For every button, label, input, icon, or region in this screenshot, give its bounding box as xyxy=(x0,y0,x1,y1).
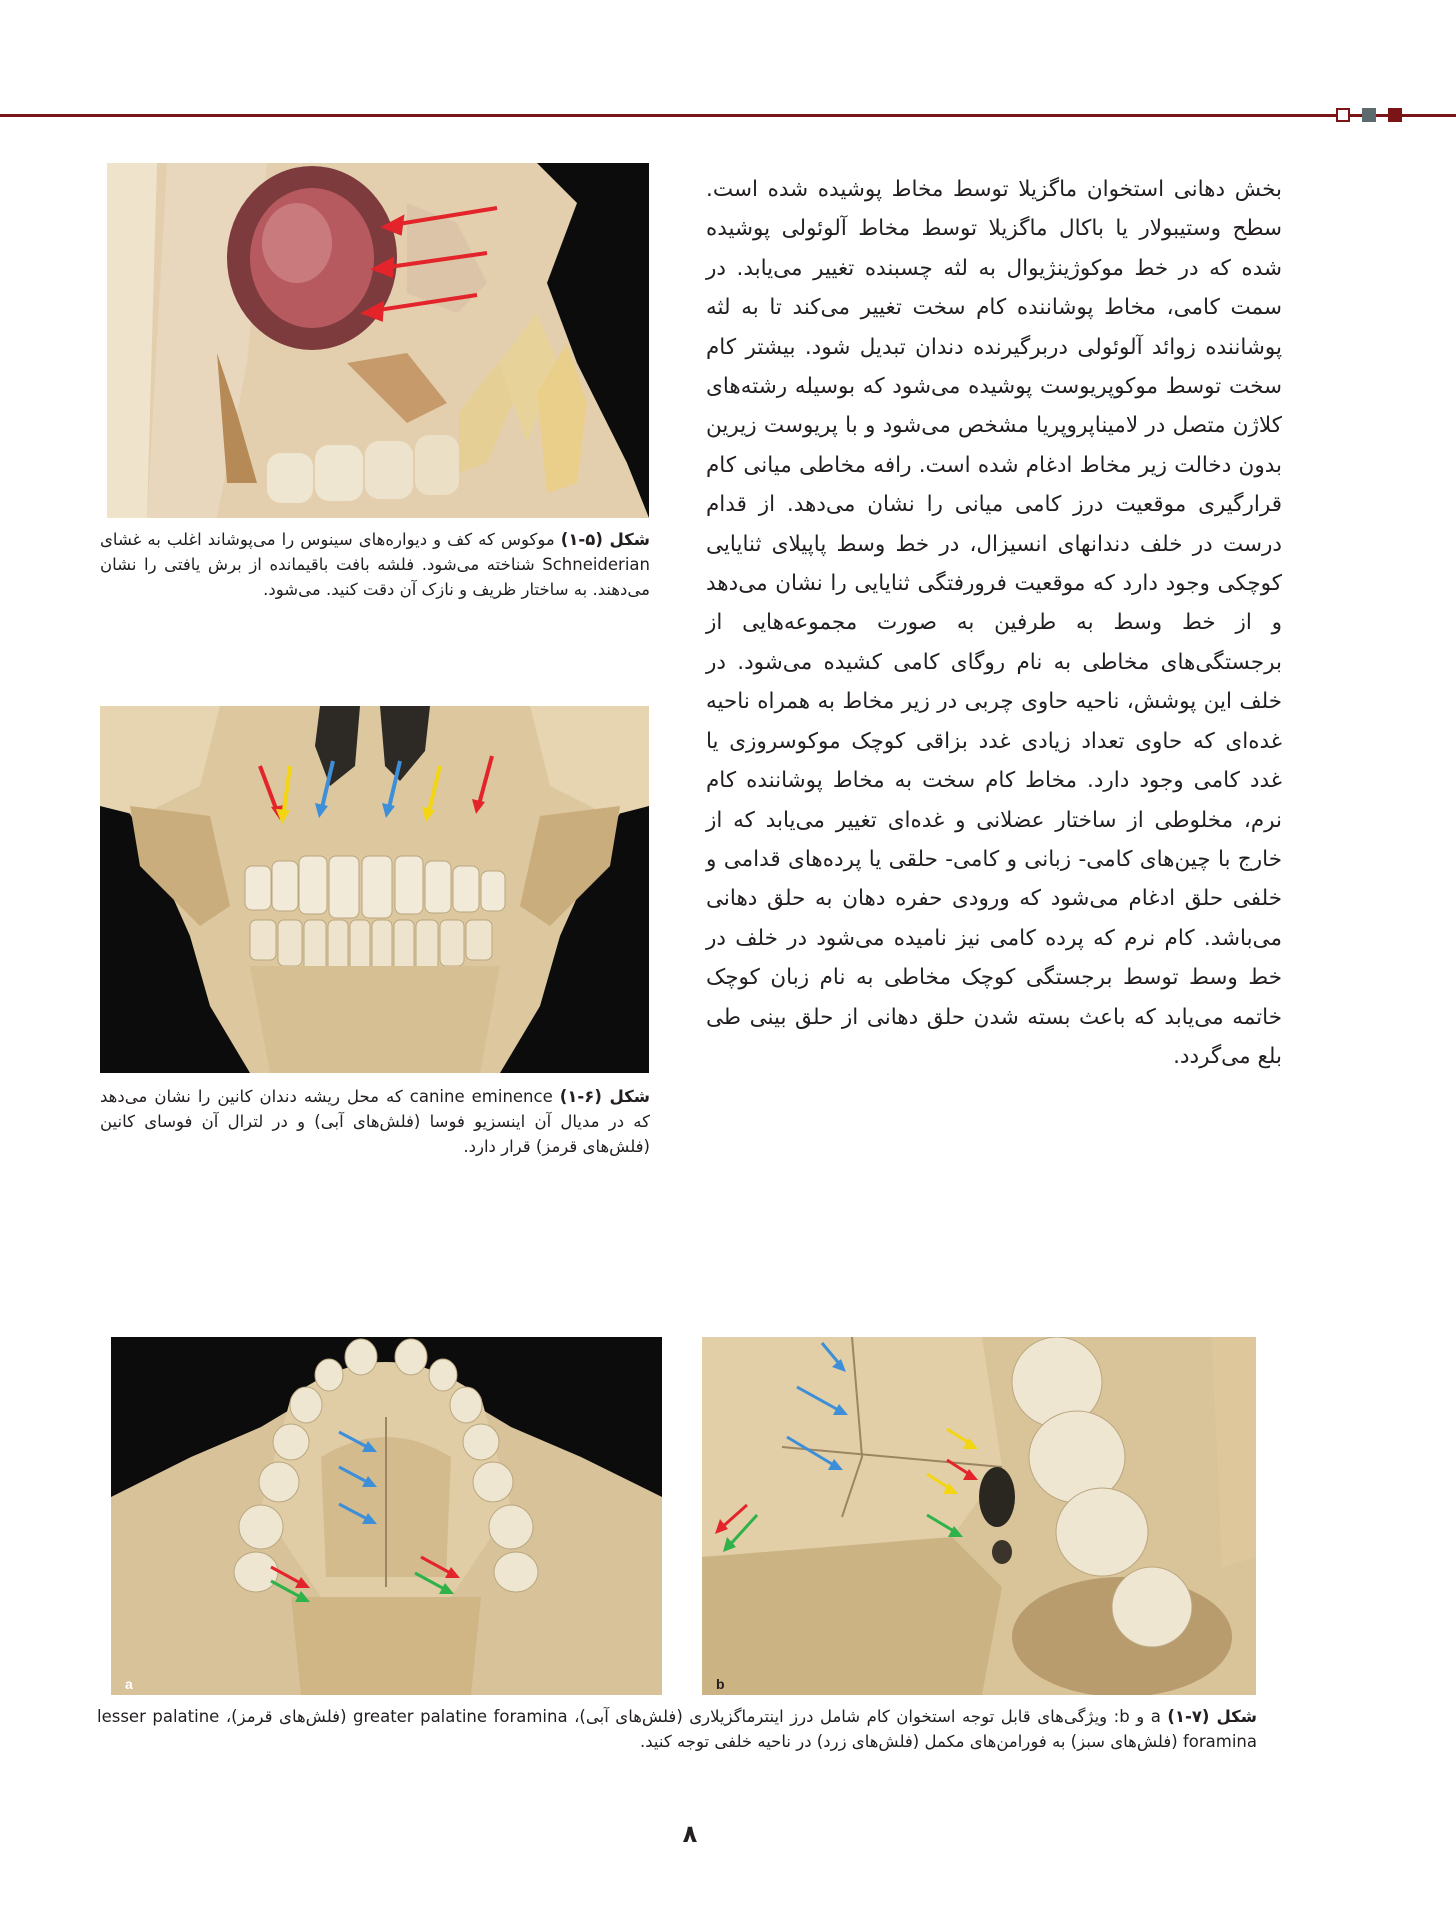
header-square-outline xyxy=(1336,108,1350,122)
figure-6-caption xyxy=(100,1084,650,1159)
header-rule-connector xyxy=(1350,114,1362,117)
figure-7a-panel-letter: a xyxy=(125,1676,133,1692)
figure-5-text: موکوس که کف و دیواره‌های سینوس را می‌پوشاند اغلب به غشای Schneiderian شناخته می‌شود. فلشه بافت باقیمانده از برش یافتی را نشان می‌دهند. به ساختار ظریف و نازک آن دقت کنید. می‌شود. xyxy=(100,530,650,599)
body-text-column xyxy=(706,170,1282,1076)
header-square-gray xyxy=(1362,108,1376,122)
header-rule-end xyxy=(1402,114,1456,117)
figure-7b-photo xyxy=(702,1337,1256,1695)
header-rule xyxy=(0,114,1358,117)
figure-6-photo xyxy=(100,706,649,1073)
figure-7a-photo xyxy=(111,1337,662,1695)
page-number: ۸ xyxy=(682,1820,698,1848)
figure-6-text: canine eminence که محل ریشه دندان کانین را نشان می‌دهد که در مدیال آن اینسزیو فوسا (فلش‌های آبی) و در لترال آن فوسای کانین (فلش‌های قرمز) قرار دارد. xyxy=(100,1087,650,1156)
figure-7-label: شکل (۷-۱) xyxy=(1167,1707,1257,1726)
body-paragraph: بخش دهانی استخوان ماگزیلا توسط مخاط پوشیده شده است. سطح وستیبولار یا باکال ماگزیلا توسط مخاط آلوئولی پوشیده شده که در خط موکوژینژیوال به لثه چسبنده تغییر می‌یابد. در سمت کامی، مخاط پوشاننده کام سخت تغییر می‌کند تا به لثه پوشاننده زوائد آلوئولی دربرگیرنده دندان تبدیل شود. بیشتر کام سخت توسط موکوپریوست پوشیده می‌شود که بوسیله رشته‌های کلاژن متصل در لامیناپروپریا مشخص می‌شود و با پریوست زیرین بدون دخالت زیر مخاط ادغام شده است. رافه مخاطی میانی کام قرارگیری موقعیت درز کامی میانی را نشان می‌دهد. از قدام درست در خلف دندانهای انسیزال، در خط وسط پاپیلای ثنایایی کوچکی وجود دارد که موقعیت فرورفتگی ثنایایی را نشان می‌دهد و از خط وسط به طرفین به صورت مجموعه‌هایی از برجستگی‌های مخاطی به نام روگای کامی کشیده می‌شود. در خلف این پوشش، ناحیه حاوی چربی در زیر مخاط به همراه ناحیه غده‌ای که حاوی تعداد زیادی غدد بزاقی کوچک موکوسروزی یا غدد کامی وجود دارد. مخاط کام سخت به مخاط پوشاننده کام نرم، مخلوطی از ساختار عضلانی و غده‌ای تغییر می‌یابد که از خارج با چین‌های کامی- زبانی و کامی- حلقی یا پرده‌های قدامی و خلفی حلق ادغام می‌شود که ورودی حفره دهان به حلق دهانی می‌باشد. کام نرم که پرده کامی نیز نامیده می‌شود در خلف در خط وسط توسط برجستگی کوچک مخاطی به نام زبان کوچک خاتمه می‌یابد که باعث بسته شدن حلق دهانی از حلق بینی طی بلع می‌گردد. xyxy=(706,177,1282,1069)
figure-7-caption xyxy=(97,1704,1257,1754)
figure-6-label: شکل (۶-۱) xyxy=(559,1087,650,1106)
figure-5-caption xyxy=(100,527,650,602)
figure-5-label: شکل (۵-۱) xyxy=(560,530,651,549)
figure-7b-panel-letter: b xyxy=(716,1676,725,1692)
header-square-red xyxy=(1388,108,1402,122)
figure-5-photo xyxy=(107,163,649,518)
figure-7-text: a و b: ویژگی‌های قابل توجه استخوان کام شامل درز اینترماگزیلاری (فلش‌های آبی)، greater palatine foramina (فلش‌های قرمز)، lesser palatine foramina (فلش‌های سبز) به فورامن‌های مکمل (فلش‌های زرد) در ناحیه خلفی توجه کنید. xyxy=(97,1707,1257,1751)
header-rule-connector xyxy=(1376,114,1388,117)
